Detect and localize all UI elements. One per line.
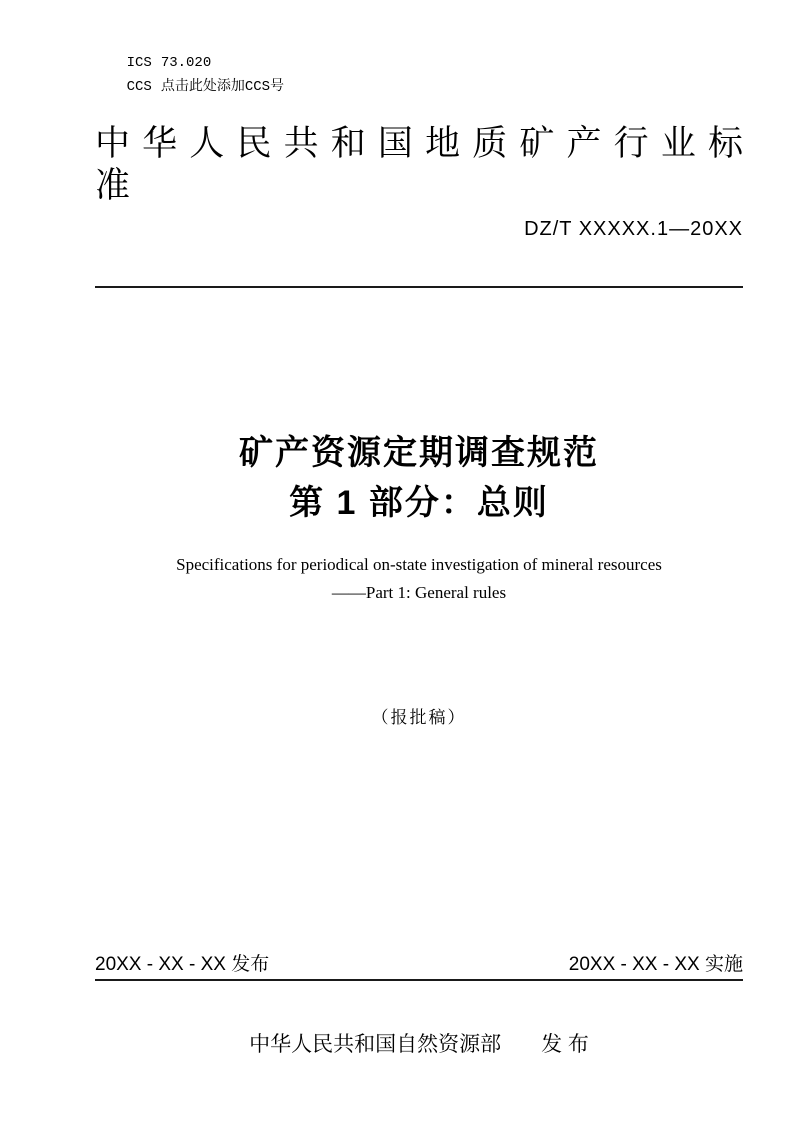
doc-title-zh-line2: 第 1 部分：总则 (289, 484, 549, 522)
doc-title-en (95, 551, 743, 607)
doc-title-en-line1: Specifications for periodical on-state investigation of mineral resources (176, 555, 662, 574)
ccs-line (93, 60, 284, 114)
national-standard-name: 中 华 人 民 共 和 国 地 质 矿 产 行 业 标 准 (95, 124, 743, 205)
issue-date: 20XX - XX - XX 发布 (95, 954, 270, 975)
footer-rule (95, 979, 743, 981)
header-rule (95, 286, 743, 288)
ics-value: 73.020 (160, 55, 212, 71)
dates-row (95, 952, 743, 978)
standard-number: DZ/T XXXXX.1—20XX (524, 218, 743, 240)
draft-note: （报批稿） (371, 708, 467, 727)
publisher-row (95, 1032, 743, 1058)
ics-label: ICS (126, 55, 152, 71)
implement-date: 20XX - XX - XX 实施 (568, 954, 743, 975)
doc-title-zh-line1: 矿产资源定期调查规范 (239, 434, 599, 472)
publisher-gap (501, 1032, 541, 1058)
ccs-value: 点击此处添加CCS号 (160, 79, 285, 95)
ccs-label: CCS (126, 79, 152, 95)
doc-title-en-line2: ——Part 1: General rules (331, 583, 507, 602)
publisher: 中华人民共和国自然资源部 (249, 1033, 502, 1056)
publish-word: 发 布 (541, 1033, 589, 1056)
